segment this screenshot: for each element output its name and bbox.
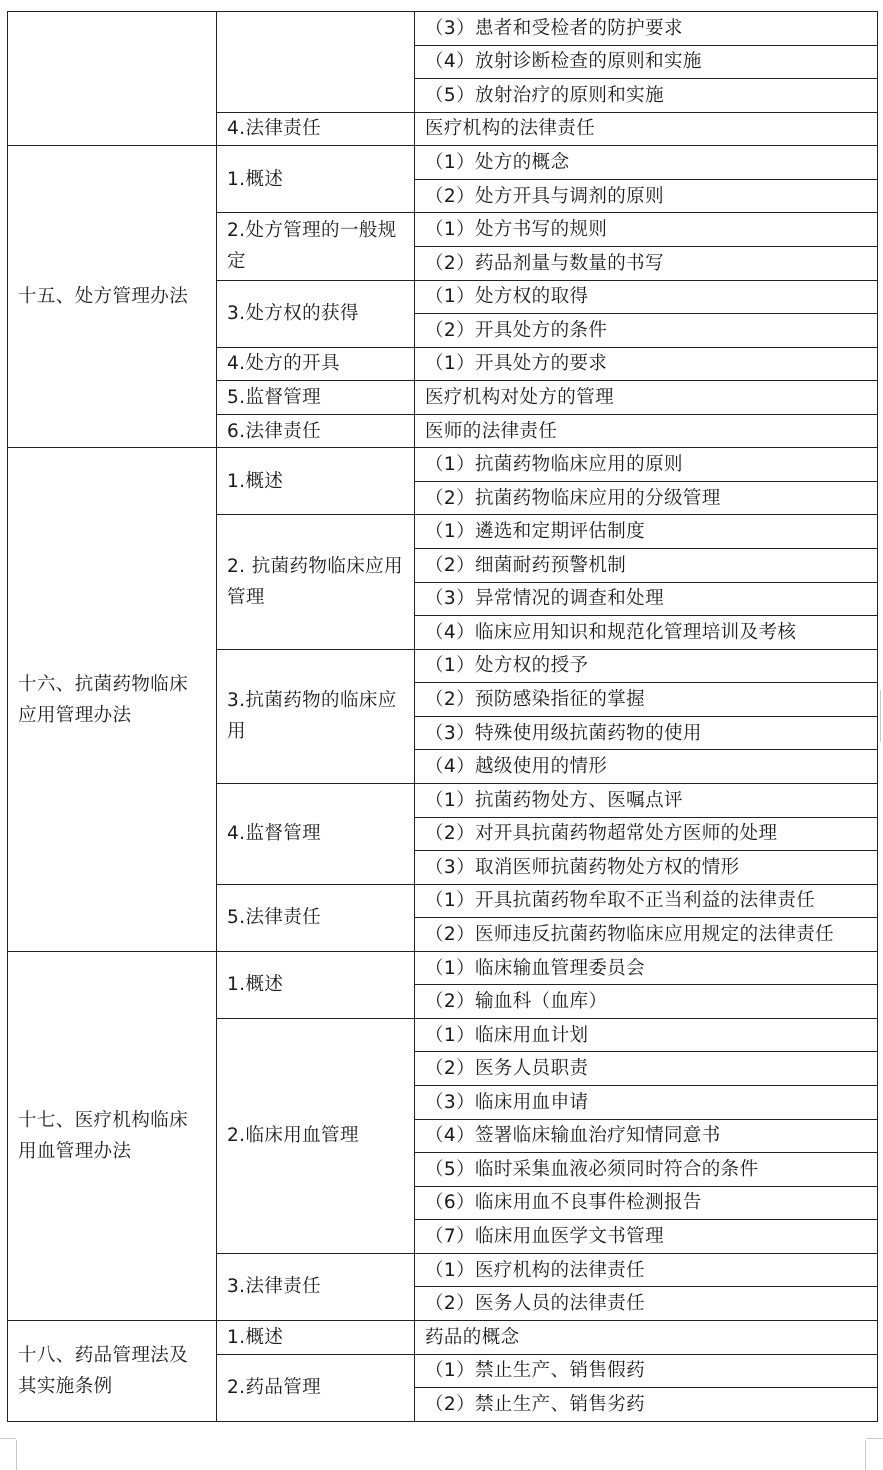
section-title-cell: 十七、医疗机构临床用血管理办法 xyxy=(8,951,217,1320)
table-row xyxy=(8,448,878,482)
content-item-cell: （1）处方权的授予 xyxy=(415,649,878,683)
content-item-cell: （1）临床用血计划 xyxy=(415,1018,878,1052)
subsection-name-cell: 2. 抗菌药物临床应用管理 xyxy=(217,515,415,649)
content-item-cell: （1）处方书写的规则 xyxy=(415,213,878,247)
subsection-name-cell: 3.法律责任 xyxy=(217,1253,415,1320)
content-item-cell: （2）预防感染指征的掌握 xyxy=(415,683,878,717)
subsection-name-cell: 3.抗菌药物的临床应用 xyxy=(217,649,415,783)
subsection-name-cell: 1.概述 xyxy=(217,951,415,1018)
subsection-name-cell: 2.处方管理的一般规定 xyxy=(217,213,415,280)
subsection-name-cell: 5.法律责任 xyxy=(217,884,415,951)
subsection-name-cell: 4.处方的开具 xyxy=(217,347,415,381)
content-item-cell: （1）处方的概念 xyxy=(415,146,878,180)
content-item-cell: （3）取消医师抗菌药物处方权的情形 xyxy=(415,851,878,885)
content-item-cell: （2）禁止生产、销售劣药 xyxy=(415,1388,878,1422)
content-item-cell: （3）特殊使用级抗菌药物的使用 xyxy=(415,716,878,750)
content-item-cell: 医疗机构对处方的管理 xyxy=(415,381,878,415)
section-title-cell xyxy=(8,12,217,146)
table-row xyxy=(8,951,878,985)
content-item-cell: （1）禁止生产、销售假药 xyxy=(415,1354,878,1388)
content-item-cell: （4）越级使用的情形 xyxy=(415,750,878,784)
content-item-cell: （2）对开具抗菌药物超常处方医师的处理 xyxy=(415,817,878,851)
content-item-cell: （2）细菌耐药预警机制 xyxy=(415,549,878,583)
subsection-name-cell: 6.法律责任 xyxy=(217,414,415,448)
subsection-name-cell: 4.监督管理 xyxy=(217,783,415,884)
page-edge-mark xyxy=(880,690,881,742)
subsection-name-cell xyxy=(217,12,415,113)
content-item-cell: （2）药品剂量与数量的书写 xyxy=(415,246,878,280)
table-row xyxy=(8,1320,878,1354)
subsection-name-cell: 3.处方权的获得 xyxy=(217,280,415,347)
subsection-name-cell: 1.概述 xyxy=(217,1320,415,1354)
content-item-cell: 医疗机构的法律责任 xyxy=(415,112,878,146)
subsection-name-cell: 5.监督管理 xyxy=(217,381,415,415)
content-item-cell: （4）签署临床输血治疗知情同意书 xyxy=(415,1119,878,1153)
content-item-cell: （1）临床输血管理委员会 xyxy=(415,951,878,985)
page-corner-mark xyxy=(0,1438,16,1439)
table-row xyxy=(8,12,878,46)
subsection-name-cell: 1.概述 xyxy=(217,448,415,515)
content-item-cell: （2）抗菌药物临床应用的分级管理 xyxy=(415,481,878,515)
subsection-name-cell: 4.法律责任 xyxy=(217,112,415,146)
subsection-name-cell: 2.临床用血管理 xyxy=(217,1018,415,1253)
section-title-cell: 十八、药品管理法及其实施条例 xyxy=(8,1320,217,1421)
content-item-cell: （6）临床用血不良事件检测报告 xyxy=(415,1186,878,1220)
syllabus-table-body xyxy=(8,12,878,1422)
content-item-cell: （2）处方开具与调剂的原则 xyxy=(415,179,878,213)
content-item-cell: （1）抗菌药物处方、医嘱点评 xyxy=(415,783,878,817)
content-item-cell: （1）处方权的取得 xyxy=(415,280,878,314)
page-corner-mark xyxy=(866,1438,883,1439)
content-item-cell: （2）医务人员职责 xyxy=(415,1052,878,1086)
content-item-cell: （3）临床用血申请 xyxy=(415,1086,878,1120)
content-item-cell: （1）开具处方的要求 xyxy=(415,347,878,381)
content-item-cell: （2）医师违反抗菌药物临床应用规定的法律责任 xyxy=(415,918,878,952)
content-item-cell: （7）临床用血医学文书管理 xyxy=(415,1220,878,1254)
content-item-cell: 医师的法律责任 xyxy=(415,414,878,448)
content-item-cell: （4）临床应用知识和规范化管理培训及考核 xyxy=(415,616,878,650)
page-corner-mark xyxy=(16,1440,17,1470)
section-title-cell: 十五、处方管理办法 xyxy=(8,146,217,448)
content-item-cell: （2）输血科（血库） xyxy=(415,985,878,1019)
syllabus-table xyxy=(7,11,878,1422)
subsection-name-cell: 1.概述 xyxy=(217,146,415,213)
section-title-cell: 十六、抗菌药物临床应用管理办法 xyxy=(8,448,217,951)
content-item-cell: （3）异常情况的调查和处理 xyxy=(415,582,878,616)
content-item-cell: 药品的概念 xyxy=(415,1320,878,1354)
subsection-name-cell: 2.药品管理 xyxy=(217,1354,415,1422)
table-row xyxy=(8,146,878,180)
content-item-cell: （5）放射治疗的原则和实施 xyxy=(415,79,878,113)
content-item-cell: （3）患者和受检者的防护要求 xyxy=(415,12,878,46)
content-item-cell: （4）放射诊断检查的原则和实施 xyxy=(415,45,878,79)
content-item-cell: （1）抗菌药物临床应用的原则 xyxy=(415,448,878,482)
content-item-cell: （1）医疗机构的法律责任 xyxy=(415,1253,878,1287)
content-item-cell: （5）临时采集血液必须同时符合的条件 xyxy=(415,1153,878,1187)
content-item-cell: （2）开具处方的条件 xyxy=(415,314,878,348)
content-item-cell: （2）医务人员的法律责任 xyxy=(415,1287,878,1321)
content-item-cell: （1）开具抗菌药物牟取不正当利益的法律责任 xyxy=(415,884,878,918)
content-item-cell: （1）遴选和定期评估制度 xyxy=(415,515,878,549)
page-corner-mark xyxy=(865,1440,866,1470)
